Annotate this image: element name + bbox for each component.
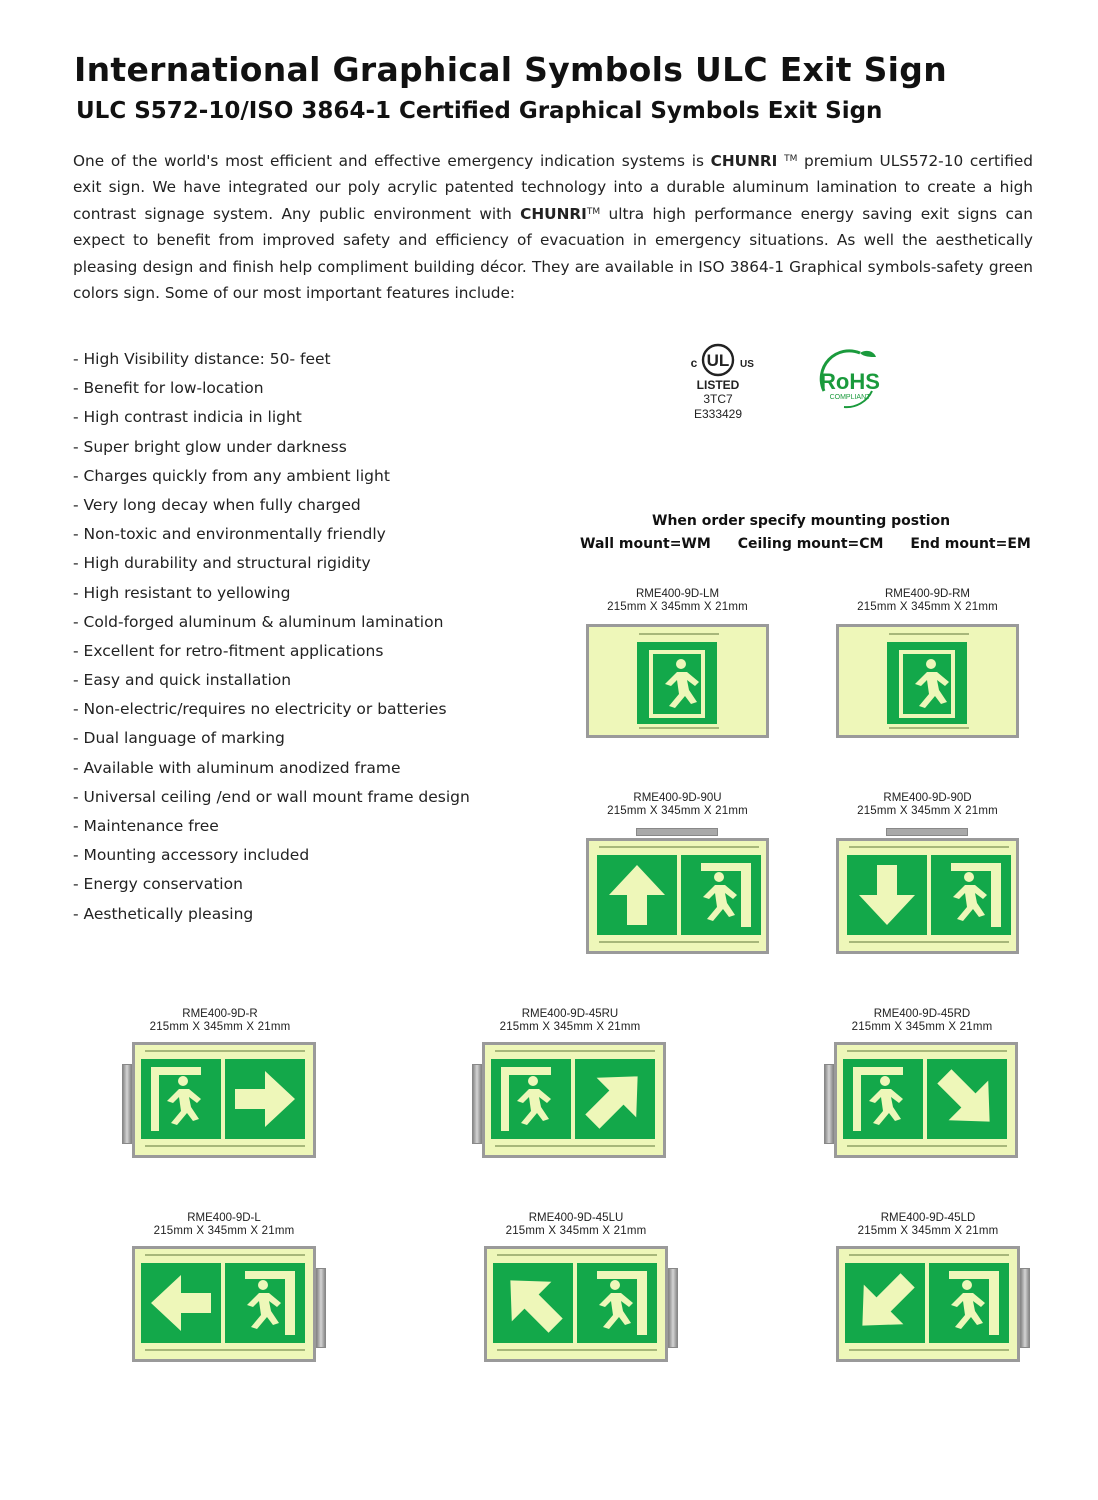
feature-item: - Very long decay when fully charged (73, 495, 361, 514)
product-dimensions: 215mm X 345mm X 21mm (149, 1021, 291, 1033)
product-rme400-9d-r (122, 1008, 318, 1158)
feature-item: - Excellent for retro-fitment applications (73, 641, 384, 660)
intro-text-2: premium ULS572-10 certified exit sign. We have integrated our poly acrylic patented technology into a durable aluminum lamination to create a high contrast signage system. Any public environment with (73, 152, 1033, 223)
svg-text:E333429: E333429 (693, 407, 743, 421)
product-rme400-9d-45lu (484, 1212, 680, 1362)
up-right-arrow-icon (575, 1059, 655, 1139)
running-man-door-icon (681, 855, 761, 935)
sign-frame (586, 624, 769, 738)
page-title: International Graphical Symbols ULC Exit Sign (74, 50, 947, 89)
product-dimensions: 215mm X 345mm X 21mm (499, 1021, 641, 1033)
product-model: RME400-9D-R (182, 1008, 258, 1020)
product-model: RME400-9D-45RU (521, 1008, 619, 1020)
feature-item: - High resistant to yellowing (73, 583, 291, 602)
product-dimensions: 215mm X 345mm X 21mm (153, 1225, 295, 1237)
product-dimensions: 215mm X 345mm X 21mm (857, 1225, 999, 1237)
running-man-door-icon (929, 1263, 1009, 1343)
product-dimensions: 215mm X 345mm X 21mm (857, 805, 998, 817)
feature-item: - Dual language of marking (73, 729, 285, 748)
page-subtitle: ULC S572-10/ISO 3864-1 Certified Graphical Symbols Exit Sign (76, 98, 883, 124)
running-man-door-icon (887, 642, 967, 724)
svg-text:LISTED: LISTED (696, 378, 740, 392)
feature-item: - Super bright glow under darkness (73, 437, 347, 456)
sign-frame (132, 1246, 316, 1362)
product-dimensions: 215mm X 345mm X 21mm (857, 601, 998, 613)
product-dimensions: 215mm X 345mm X 21mm (505, 1225, 647, 1237)
ceiling-bracket (636, 828, 718, 836)
product-model: RME400-9D-RM (885, 588, 970, 600)
svg-text:3TC7: 3TC7 (703, 392, 733, 406)
down-arrow-icon (847, 855, 927, 935)
sign-frame (834, 1042, 1018, 1158)
product-model: RME400-9D-45LD (880, 1212, 976, 1224)
end-mount-code: End mount=EM (910, 536, 1031, 552)
end-mount-bracket (1020, 1268, 1030, 1348)
sign-frame (586, 838, 769, 954)
sign-frame (836, 624, 1019, 738)
right-arrow-icon (225, 1059, 305, 1139)
feature-item: - Non-toxic and environmentally friendly (73, 525, 386, 544)
sign-frame (482, 1042, 666, 1158)
product-rme400-9d-90d (836, 792, 1019, 954)
rohs-compliant-logo (814, 347, 882, 411)
sign-frame (132, 1042, 316, 1158)
feature-item: - Charges quickly from any ambient light (73, 466, 390, 485)
trademark: TM (586, 206, 601, 217)
running-man-door-icon (225, 1263, 305, 1343)
ordering-instructions: When order specify mounting postion (652, 513, 951, 529)
feature-item: - Energy conservation (73, 875, 243, 894)
running-man-door-icon (637, 642, 717, 724)
down-right-arrow-icon (927, 1059, 1007, 1139)
product-rme400-9d-45ld (836, 1212, 1032, 1362)
feature-item: - Aesthetically pleasing (73, 904, 254, 923)
trademark: TM (784, 154, 798, 164)
end-mount-bracket (122, 1064, 132, 1144)
product-model: RME400-9D-90U (633, 792, 722, 804)
down-left-arrow-icon (845, 1263, 925, 1343)
up-left-arrow-icon (493, 1263, 573, 1343)
ceiling-mount-code: Ceiling mount=CM (737, 536, 884, 552)
sign-frame (836, 838, 1019, 954)
end-mount-bracket (668, 1268, 678, 1348)
product-rme400-9d-rm (836, 588, 1019, 738)
feature-item: - Benefit for low-location (73, 379, 264, 398)
product-model: RME400-9D-45RD (873, 1008, 971, 1020)
svg-text:RoHS: RoHS (820, 369, 880, 394)
left-arrow-icon (141, 1263, 221, 1343)
running-man-door-icon (141, 1059, 221, 1139)
svg-text:US: US (740, 359, 754, 370)
product-rme400-9d-45rd (824, 1008, 1020, 1158)
end-mount-bracket (316, 1268, 326, 1348)
running-man-door-icon (577, 1263, 657, 1343)
feature-item: - Easy and quick installation (73, 671, 292, 690)
feature-item: - Cold-forged aluminum & aluminum lamination (73, 612, 444, 631)
product-model: RME400-9D-L (187, 1212, 261, 1224)
feature-list (73, 345, 470, 929)
feature-item: - High Visibility distance: 50- feet (73, 350, 331, 368)
product-rme400-9d-90u (586, 792, 769, 954)
product-rme400-9d-lm (586, 588, 769, 738)
product-rme400-9d-l (132, 1212, 328, 1362)
intro-text-1: One of the world's most efficient and effective emergency indication systems is (73, 152, 711, 170)
product-dimensions: 215mm X 345mm X 21mm (607, 601, 748, 613)
product-dimensions: 215mm X 345mm X 21mm (607, 805, 748, 817)
feature-item: - Mounting accessory included (73, 846, 310, 865)
feature-item: - High durability and structural rigidity (73, 554, 371, 573)
running-man-door-icon (491, 1059, 571, 1139)
product-model: RME400-9D-90D (883, 792, 972, 804)
wall-mount-code: Wall mount=WM (580, 536, 711, 552)
sign-frame (836, 1246, 1020, 1362)
feature-item: - High contrast indicia in light (73, 408, 302, 427)
sign-frame (484, 1246, 668, 1362)
product-model: RME400-9D-45LU (528, 1212, 624, 1224)
intro-paragraph (73, 148, 1033, 306)
product-dimensions: 215mm X 345mm X 21mm (851, 1021, 993, 1033)
brand-name: CHUNRI (710, 152, 778, 170)
mount-codes (580, 536, 1031, 552)
svg-text:COMPLIANT: COMPLIANT (829, 394, 871, 401)
svg-text:UL: UL (706, 351, 730, 370)
end-mount-bracket (472, 1064, 482, 1144)
ul-listed-logo (684, 340, 756, 425)
feature-item: - Maintenance free (73, 817, 219, 835)
end-mount-bracket (824, 1064, 834, 1144)
ceiling-bracket (886, 828, 968, 836)
running-man-door-icon (931, 855, 1011, 935)
feature-item: - Universal ceiling /end or wall mount frame design (73, 787, 470, 806)
feature-item: - Available with aluminum anodized frame (73, 758, 401, 777)
running-man-door-icon (843, 1059, 923, 1139)
svg-text:c: c (690, 356, 698, 370)
feature-item: - Non-electric/requires no electricity or batteries (73, 700, 447, 719)
intro-text-3: ultra high performance energy saving exit signs can expect to benefit from improved safety and efficiency of evacuation in emergency situations. As well the aesthetically pleasing design and finish help compliment building décor. They are available in ISO 3864-1 Graphical symbols-safety green colors sign. Some of our most important features include: (73, 204, 1033, 303)
product-rme400-9d-45ru (472, 1008, 668, 1158)
up-arrow-icon (597, 855, 677, 935)
product-model: RME400-9D-LM (635, 588, 720, 600)
brand-name: CHUNRI (520, 204, 587, 223)
